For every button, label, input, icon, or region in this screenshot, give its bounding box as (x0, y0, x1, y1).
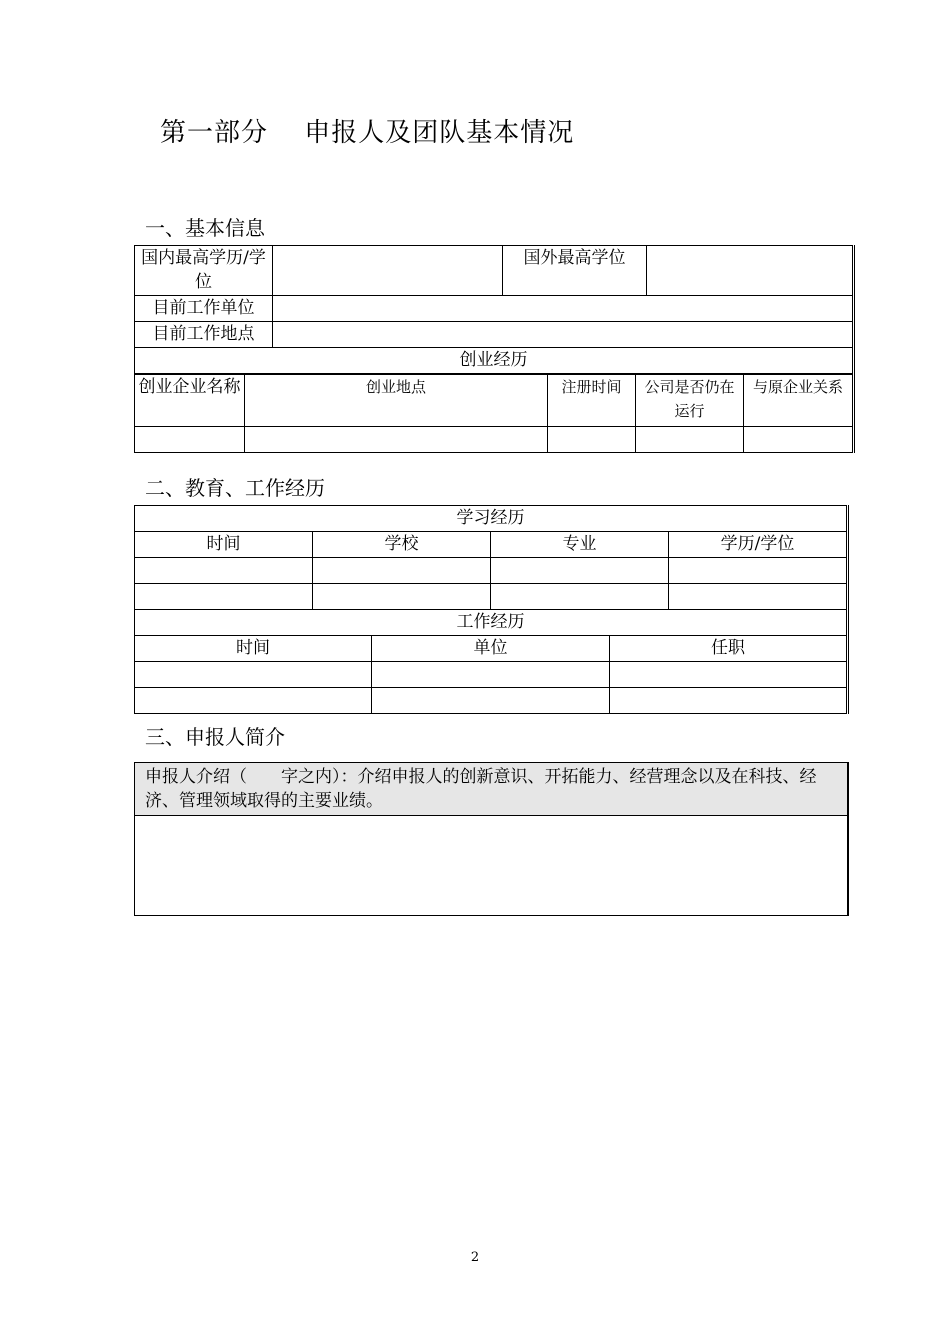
intro-table (134, 762, 848, 916)
work-cell[interactable] (610, 688, 847, 714)
study-header-school: 学校 (313, 532, 491, 558)
section-heading-intro: 三、申报人简介 (145, 725, 285, 749)
study-cell[interactable] (491, 584, 669, 610)
startup-cell[interactable] (245, 427, 548, 453)
foreign-degree-label: 国外最高学位 (503, 246, 647, 296)
startup-cell[interactable] (636, 427, 744, 453)
study-cell[interactable] (491, 558, 669, 584)
study-cell[interactable] (135, 558, 313, 584)
page-title: 第一部分 申报人及团队基本情况 (160, 118, 575, 148)
work-unit-field[interactable] (273, 296, 853, 322)
work-header-unit: 单位 (372, 636, 610, 662)
work-header-time: 时间 (135, 636, 372, 662)
study-header-time: 时间 (135, 532, 313, 558)
basic-info-table (134, 245, 853, 374)
table-double-border (848, 505, 849, 714)
work-location-label: 目前工作地点 (135, 322, 273, 348)
work-cell[interactable] (135, 662, 372, 688)
work-location-field[interactable] (273, 322, 853, 348)
section-heading-education-work: 二、教育、工作经历 (145, 476, 325, 500)
work-title: 工作经历 (135, 610, 847, 636)
domestic-degree-field[interactable] (273, 246, 503, 296)
study-cell[interactable] (313, 558, 491, 584)
work-unit-label: 目前工作单位 (135, 296, 273, 322)
startup-header-reg-time: 注册时间 (548, 375, 636, 427)
study-header-major: 专业 (491, 532, 669, 558)
work-cell[interactable] (135, 688, 372, 714)
study-title: 学习经历 (135, 506, 847, 532)
study-table (134, 505, 847, 610)
study-cell[interactable] (135, 584, 313, 610)
study-header-degree: 学历/学位 (669, 532, 847, 558)
work-cell[interactable] (610, 662, 847, 688)
startup-header-location: 创业地点 (245, 375, 548, 427)
page-number: 2 (470, 1250, 480, 1265)
startup-table (134, 374, 853, 453)
study-cell[interactable] (313, 584, 491, 610)
section-heading-basic-info: 一、基本信息 (145, 216, 265, 240)
study-cell[interactable] (669, 558, 847, 584)
table-double-border (848, 762, 849, 916)
work-header-position: 任职 (610, 636, 847, 662)
work-cell[interactable] (372, 662, 610, 688)
startup-header-running: 公司是否仍在运行 (636, 375, 744, 427)
startup-cell[interactable] (548, 427, 636, 453)
startup-cell[interactable] (135, 427, 245, 453)
startup-header-relation: 与原企业关系 (744, 375, 853, 427)
foreign-degree-field[interactable] (647, 246, 853, 296)
startup-title: 创业经历 (135, 348, 853, 374)
intro-field[interactable] (135, 816, 848, 916)
domestic-degree-label: 国内最高学历/学位 (135, 246, 273, 296)
startup-header-name: 创业企业名称 (135, 375, 245, 427)
work-cell[interactable] (372, 688, 610, 714)
table-double-border (854, 245, 855, 453)
work-table (134, 609, 847, 714)
startup-cell[interactable] (744, 427, 853, 453)
intro-prompt: 申报人介绍（ 字之内）：介绍申报人的创新意识、开拓能力、经营理念以及在科技、经济、管理领域取得的主要业绩。 (135, 763, 848, 816)
study-cell[interactable] (669, 584, 847, 610)
